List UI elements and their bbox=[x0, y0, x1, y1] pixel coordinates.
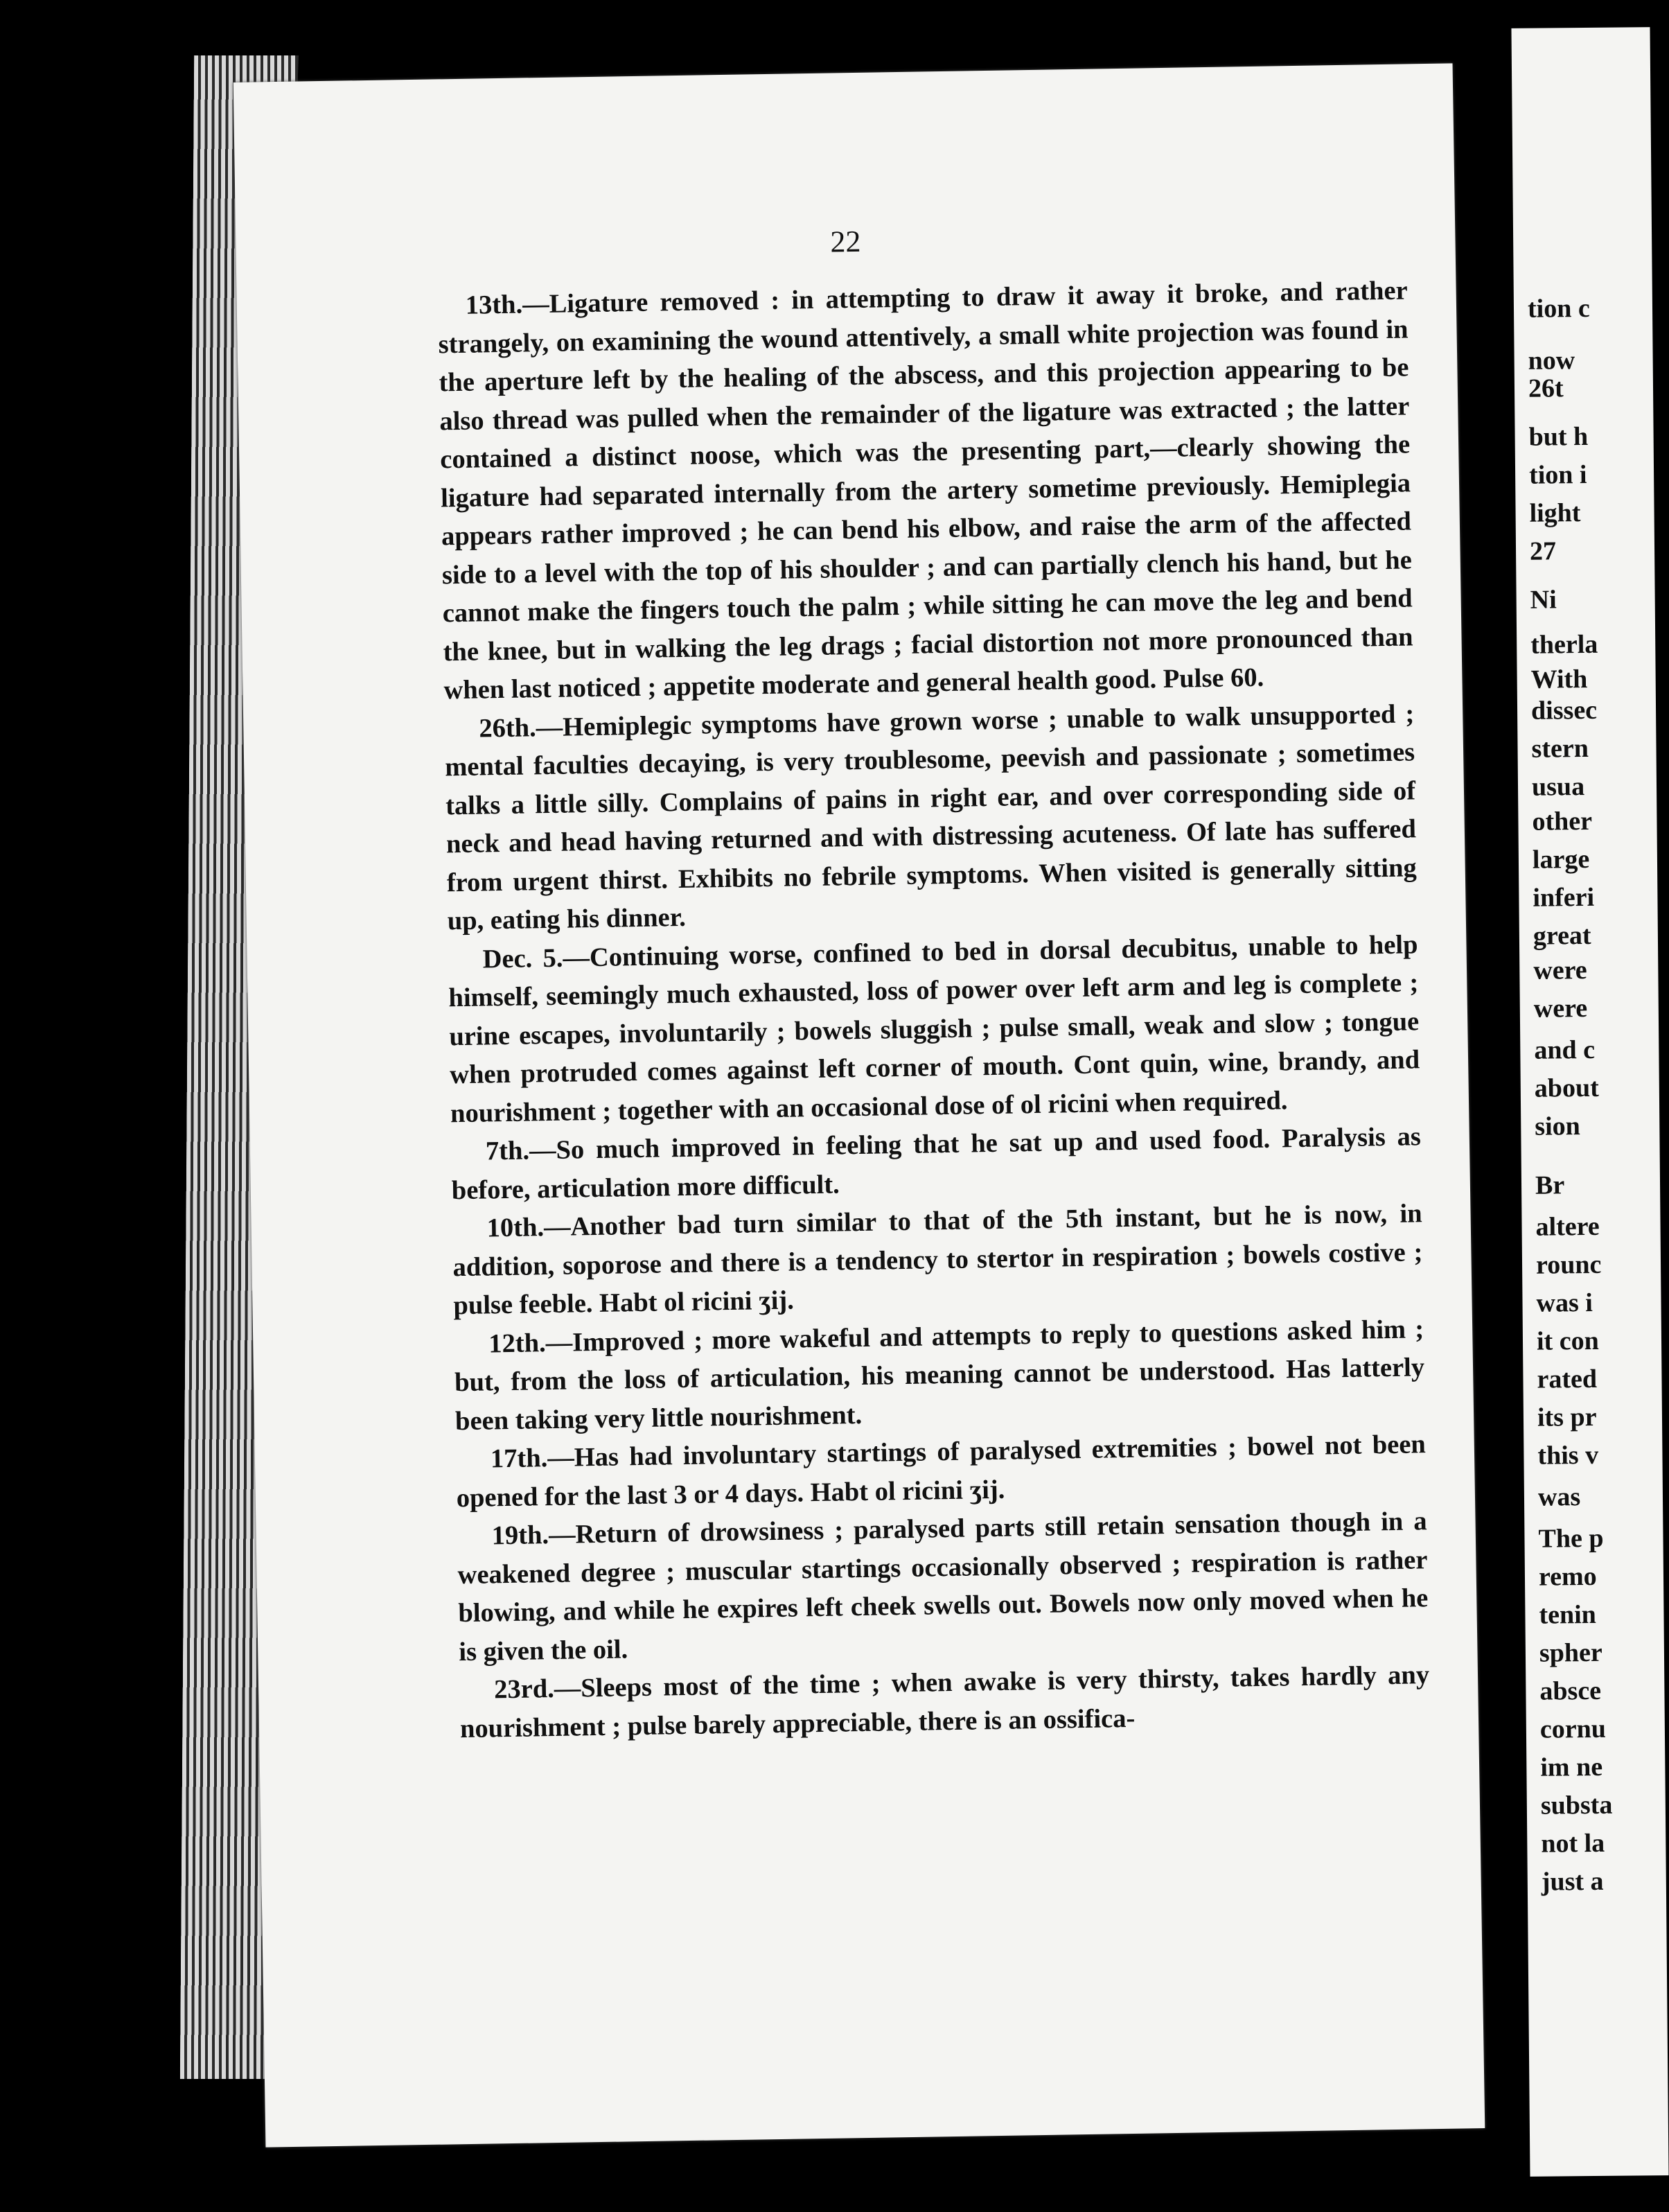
next-page-line: 26t bbox=[1528, 374, 1564, 403]
next-page-line: not la bbox=[1541, 1828, 1605, 1859]
paragraph-23rd: 23rd.—Sleeps most of the time ; when awake is very thirsty, takes hardly any nourishment ; pulse barely appreciable, there is an ossifica- bbox=[459, 1660, 1430, 1744]
paragraph-10th: 10th.—Another bad turn similar to that of the 5th instant, but he is now, in addition, soporose and there is a tendency to stertor in respiration ; bowels costive ; pulse feeble. Habt ol ricini ʒij. bbox=[452, 1199, 1423, 1321]
next-page-line: now bbox=[1528, 346, 1575, 376]
next-page-line: about bbox=[1534, 1073, 1599, 1103]
paragraph-13th: 13th.—Ligature removed : in attempting to draw it away it broke, and rather strangely, on examining the wound attentively, a small white projection was found in the aperture left by the healing of the abscess, and this projection appearing to be also thread was pulled when the remainder of the ligature was extracted ; the latter contained a distinct noose, which was the presenting part,—clearly showing the ligature had separated internally from the artery sometime previously. Hemiplegia appears rather improved ; he can bend his elbow, and raise the arm of the affected side to a level with the top of his shoulder ; and can partially clench his hand, but he cannot make the fingers touch the palm ; while sitting he can move the leg and bend the knee, but in walking the leg drags ; facial distortion not more pronounced than when last noticed ; appetite moderate and general health good. Pulse 60. bbox=[438, 276, 1413, 705]
next-page-line: absce bbox=[1539, 1676, 1602, 1706]
next-page-line: rounc bbox=[1535, 1249, 1602, 1280]
next-page-line: usua bbox=[1531, 772, 1585, 802]
page-body-text bbox=[437, 272, 1430, 1748]
next-page-line: The p bbox=[1538, 1523, 1604, 1554]
next-page-line: was i bbox=[1536, 1288, 1593, 1318]
next-page-line: light bbox=[1529, 498, 1581, 528]
next-page-line: remo bbox=[1538, 1561, 1597, 1592]
next-page-line: sion bbox=[1535, 1112, 1580, 1141]
next-page-line: but h bbox=[1528, 421, 1589, 452]
next-page-line: im ne bbox=[1540, 1752, 1603, 1782]
next-page-line: rated bbox=[1537, 1364, 1598, 1394]
paragraph-dec-5: Dec. 5.—Continuing worse, confined to bed in dorsal decubitus, unable to help himself, seemingly much exhausted, loss of power over left arm and leg is complete ; urine escapes, involuntarily ; bowels sluggish ; pulse small, weak and slow ; tongue when protruded comes against left corner of mouth. Cont quin, wine, brandy, and nourishment ; together with an occasional dose of ol ricini when required. bbox=[448, 929, 1420, 1128]
next-page-line: Ni bbox=[1530, 585, 1557, 615]
next-page-line: spher bbox=[1539, 1638, 1602, 1668]
next-page-line: therla bbox=[1530, 629, 1598, 660]
next-page-line: inferi bbox=[1533, 882, 1595, 913]
paragraph-7th: 7th.—So much improved in feeling that he sat up and used food. Paralysis as before, articulation more difficult. bbox=[451, 1122, 1422, 1205]
next-page-line: Br bbox=[1535, 1170, 1565, 1200]
next-page-line: tenin bbox=[1539, 1599, 1597, 1630]
next-page-line: substa bbox=[1540, 1790, 1613, 1820]
next-page-line: tion c bbox=[1527, 293, 1590, 324]
next-page-line: With bbox=[1530, 665, 1588, 694]
next-page-line: and c bbox=[1534, 1035, 1596, 1065]
book-page bbox=[233, 63, 1485, 2147]
next-page-fragment bbox=[1511, 27, 1668, 2177]
page-number: 22 bbox=[830, 224, 861, 259]
next-page-line: dissec bbox=[1530, 695, 1598, 726]
next-page-line: was bbox=[1537, 1482, 1581, 1512]
next-page-line: were bbox=[1533, 956, 1587, 985]
next-page-line: large bbox=[1532, 844, 1590, 875]
next-page-line: stern bbox=[1531, 734, 1589, 764]
next-page-line: tion i bbox=[1528, 460, 1587, 490]
paragraph-26th: 26th.—Hemiplegic symptoms have grown worse ; unable to walk unsupported ; mental faculties decaying, is very troublesome, peevish and passionate ; sometimes talks a little silly. Complains of pains in right ear, and over corresponding side of neck and head having returned and with distressing acuteness. Of late has suffered from urgent thirst. Exhibits no febrile symptoms. When visited is generally sitting up, eating his dinner. bbox=[444, 699, 1418, 936]
next-page-line: just a bbox=[1541, 1866, 1604, 1897]
paragraph-19th: 19th.—Return of drowsiness ; paralysed parts still retain sensation though in a weakened degree ; muscular startings occasionally observed ; respiration is rather blowing, and while he expires left cheek swells out. Bowels now only moved when he is given the oil. bbox=[457, 1507, 1429, 1667]
next-page-line: 27 bbox=[1529, 536, 1557, 566]
next-page-line: altere bbox=[1535, 1211, 1600, 1242]
next-page-line: other bbox=[1532, 806, 1593, 836]
next-page-line: great bbox=[1533, 920, 1591, 951]
paragraph-12th: 12th.—Improved ; more wakeful and attempts to reply to questions asked him ; but, from the loss of articulation, his meaning cannot be understood. Has latterly been taking very little nourishment. bbox=[454, 1314, 1425, 1436]
gutter bbox=[1507, 0, 1511, 2212]
next-page-line: this v bbox=[1537, 1440, 1599, 1471]
next-page-line: were bbox=[1533, 994, 1588, 1024]
next-page-line: cornu bbox=[1539, 1714, 1607, 1744]
next-page-line: it con bbox=[1536, 1326, 1599, 1356]
next-page-line: its pr bbox=[1537, 1402, 1597, 1432]
paragraph-17th: 17th.—Has had involuntary startings of paralysed extremities ; bowel not been opened for the last 3 or 4 days. Habt ol ricini ʒij. bbox=[456, 1430, 1427, 1513]
